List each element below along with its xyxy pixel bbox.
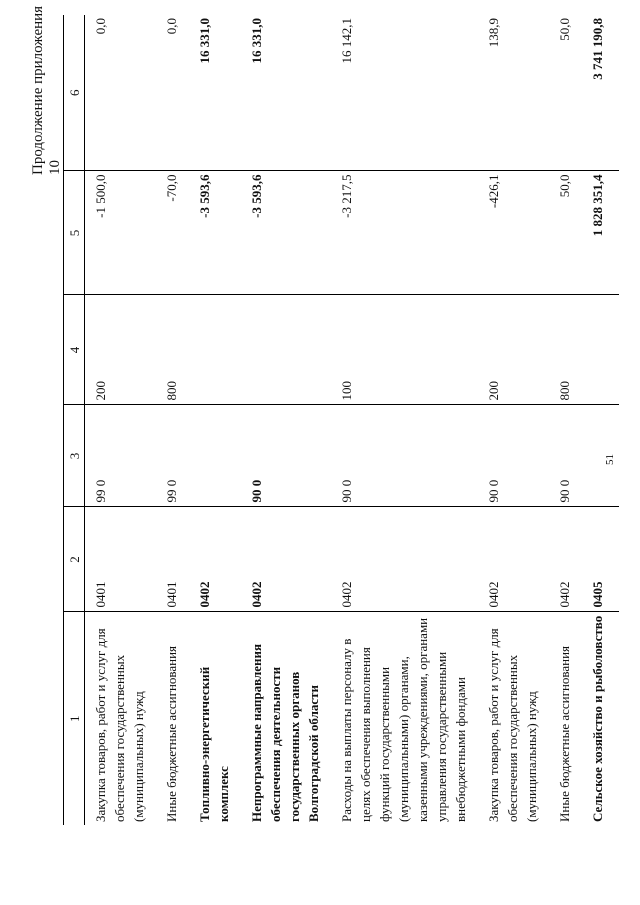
change-amount-cell: 50,0	[549, 171, 582, 295]
page-number: 51	[604, 454, 616, 465]
expense-type-cell: 800	[549, 295, 582, 405]
change-amount-cell: -3 593,6	[189, 171, 241, 295]
row-name-cell: Непрограммные направления обеспечения деятельности государственных органов Волгоградской области	[249, 643, 321, 822]
total-amount-cell: 50,0	[549, 15, 582, 171]
row-name-cell: Закупка товаров, работ и услуг для обеспечения государственных (муниципальных) нужд	[486, 628, 539, 822]
total-amount-cell: 16 331,0	[241, 15, 331, 171]
row-name-cell: Расходы на выплаты персоналу в целях обеспечения выполнения функций государственными (муниципальными) органами, казенными учреждениями, органами управления государственными внебюджетными фондами	[339, 617, 468, 822]
column-header: 5	[64, 171, 85, 295]
change-amount-cell: -1 500,0	[85, 171, 157, 295]
table-row	[582, 15, 619, 825]
total-amount-cell: 0,0	[85, 15, 157, 171]
expense-type-cell: 200	[85, 295, 157, 405]
article-code-cell: 90 0	[549, 405, 582, 507]
total-amount-cell: 0,0	[156, 15, 189, 171]
column-header: 4	[64, 295, 85, 405]
column-header: 3	[64, 405, 85, 507]
expense-type-cell: 800	[156, 295, 189, 405]
section-code-cell: 0402	[549, 507, 582, 612]
table-header-row	[64, 15, 85, 825]
section-code-cell: 0401	[85, 507, 157, 612]
row-name-cell: Иные бюджетные ассигнования	[164, 645, 179, 822]
total-amount-cell: 16 331,0	[189, 15, 241, 171]
table-row	[331, 15, 478, 825]
section-code-cell: 0402	[189, 507, 241, 612]
section-code-cell: 0402	[478, 507, 549, 612]
column-header: 1	[64, 612, 85, 825]
expense-type-cell: 200	[478, 295, 549, 405]
total-amount-cell: 3 741 190,8	[582, 15, 619, 171]
expense-type-cell: 100	[331, 295, 478, 405]
article-code-cell: 90 0	[331, 405, 478, 507]
row-name-cell: Сельское хозяйство и рыболовство	[590, 615, 605, 822]
article-code-cell: 99 0	[156, 405, 189, 507]
table-row	[189, 15, 241, 825]
total-amount-cell: 138,9	[478, 15, 549, 171]
row-name-cell: Иные бюджетные ассигнования	[557, 645, 572, 822]
row-name-cell: Топливно-энергетический комплекс	[197, 666, 231, 822]
change-amount-cell: -70,0	[156, 171, 189, 295]
row-name-cell: Закупка товаров, работ и услуг для обеспечения государственных (муниципальных) нужд	[93, 628, 146, 822]
section-code-cell: 0405	[582, 507, 619, 612]
article-code-cell: 90 0	[241, 405, 331, 507]
article-code-cell: 99 0	[85, 405, 157, 507]
table-row	[156, 15, 189, 825]
change-amount-cell: -426,1	[478, 171, 549, 295]
change-amount-cell: -3 593,6	[241, 171, 331, 295]
total-amount-cell: 16 142,1	[331, 15, 478, 171]
expense-type-cell	[189, 295, 241, 405]
budget-table	[63, 15, 619, 825]
change-amount-cell: -3 217,5	[331, 171, 478, 295]
expense-type-cell	[582, 295, 619, 405]
article-code-cell	[189, 405, 241, 507]
section-code-cell: 0401	[156, 507, 189, 612]
expense-type-cell	[241, 295, 331, 405]
article-code-cell: 90 0	[478, 405, 549, 507]
section-code-cell: 0402	[331, 507, 478, 612]
article-code-cell	[582, 405, 619, 507]
section-code-cell: 0402	[241, 507, 331, 612]
table-row	[549, 15, 582, 825]
table-row	[85, 15, 157, 825]
column-header: 2	[64, 507, 85, 612]
table-row	[478, 15, 549, 825]
column-header: 6	[64, 15, 85, 171]
appendix-caption: Продолжение приложения 10	[30, 5, 63, 175]
table-row	[241, 15, 331, 825]
change-amount-cell: 1 828 351,4	[582, 171, 619, 295]
